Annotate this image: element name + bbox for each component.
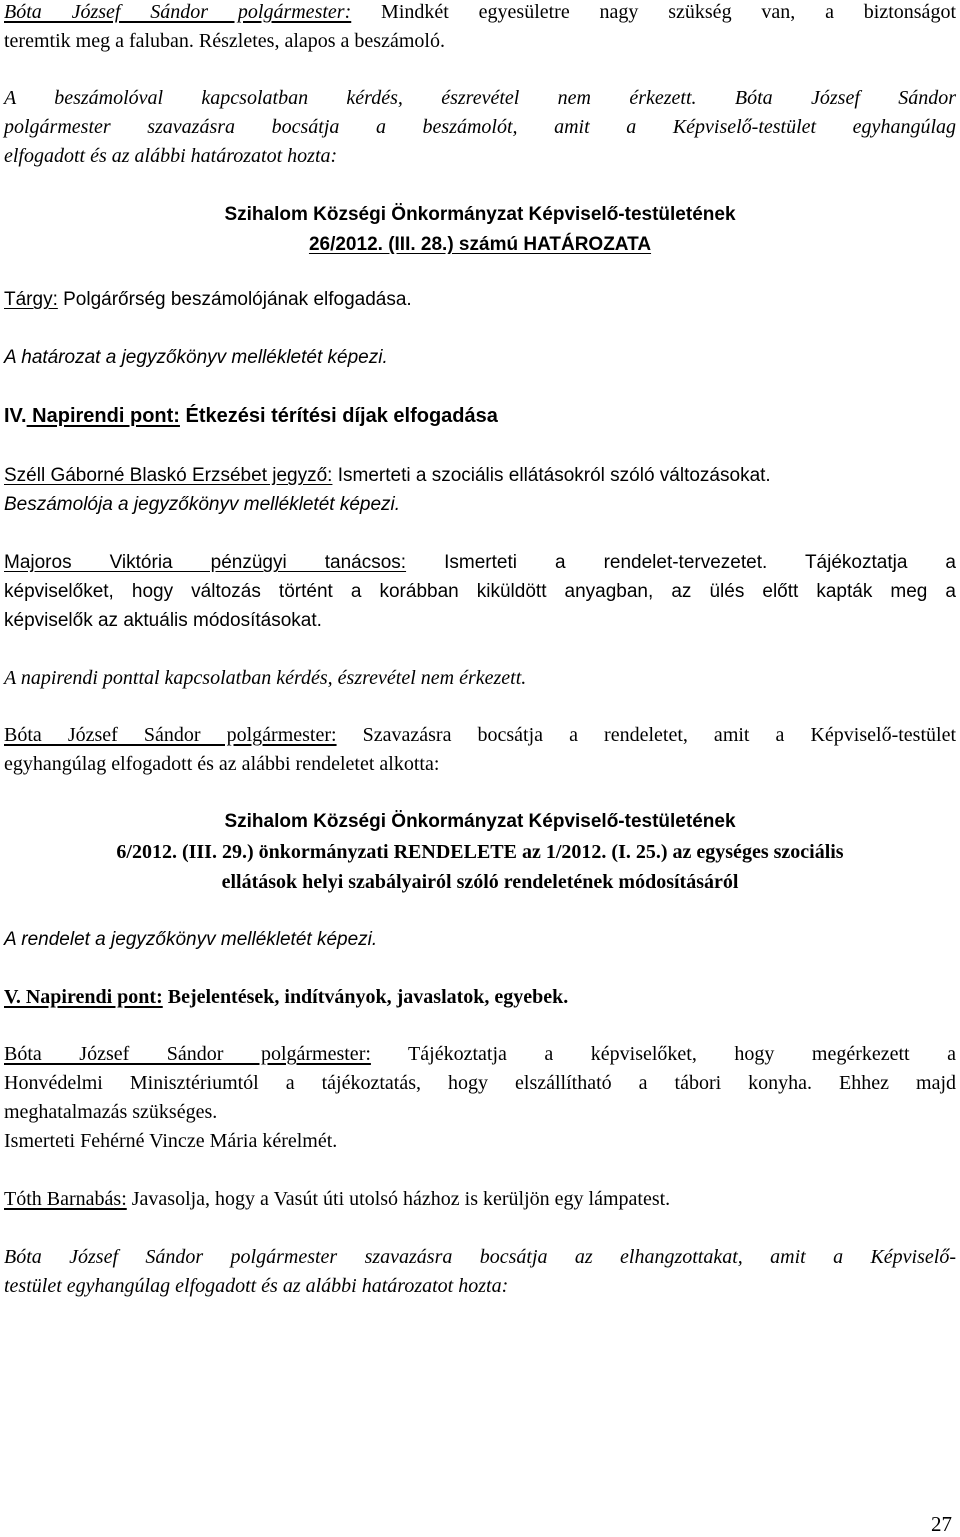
note-text: A határozat a jegyzőkönyv mellékletét képezi. [4,347,388,368]
resolution-number: 26/2012. (III. 28.) számú HATÁROZATA [308,234,652,255]
speaker-name: Bóta József Sándor polgármester: [4,724,337,746]
paragraph-mayor-vote [4,721,956,779]
decree-heading [0,807,960,897]
decree-title: Szihalom Községi Önkormányzat Képviselő-testületének [224,811,736,832]
agenda-item-4 [4,402,956,431]
paragraph-text: Bóta József Sándor polgármester szavazásra bocsátja az elhangzottakat, amit a Képviselő- [4,1246,956,1268]
page-number: 27 [931,1512,952,1536]
paragraph-text: elfogadott és az alábbi határozatot hozta: [4,145,338,167]
note-text: A rendelet a jegyzőkönyv mellékletét képezi. [4,929,378,950]
paragraph-text: teremtik meg a faluban. Részletes, alapos a beszámoló. [4,30,445,52]
paragraph-text: Honvédelmi Minisztériumtól a tájékoztatás, hogy elszállítható a tábori konyha. Ehhez majd [4,1072,956,1094]
paragraph-text: Tájékoztatja a képviselőket, hogy megérkezett a [370,1043,956,1065]
paragraph-text: A napirendi ponttal kapcsolatban kérdés, észrevétel nem érkezett. [4,667,527,689]
paragraph-text: meghatalmazás szükséges. [4,1101,218,1123]
paragraph-mayor-info [4,1040,956,1156]
resolution-heading [0,200,960,260]
paragraph-text: testület egyhangúlag elfogadott és az alábbi határozatot hozta: [4,1275,509,1297]
agenda-label: V. Napirendi pont: [4,986,163,1008]
paragraph-mayor-final-vote [4,1243,956,1301]
paragraph-no-questions [4,664,956,693]
speaker-name: Széll Gáborné Blaskó Erzsébet jegyző: [4,465,333,486]
speaker-name: Bóta József Sándor polgármester: [4,1043,371,1065]
resolution-title: Szihalom Községi Önkormányzat Képviselő-testületének [224,204,736,225]
agenda-number: IV. [4,405,27,427]
paragraph-text: egyhangúlag elfogadott és az alábbi rendeletet alkotta: [4,753,440,775]
speaker-name: Tóth Barnabás: [4,1188,127,1210]
paragraph-mayor-statement [4,0,956,56]
decree-line: 6/2012. (III. 29.) önkormányzati RENDELETE az 1/2012. (I. 25.) az egységes szociális [116,841,844,863]
resolution-subject [4,285,956,314]
agenda-title: Étkezési térítési díjak elfogadása [179,405,498,427]
paragraph-text: A beszámolóval kapcsolatban kérdés, észrevétel nem érkezett. [4,87,697,109]
paragraph-text: Ismerteti a rendelet-tervezetet. Tájékoztatja a [406,552,956,573]
paragraph-text: Mindkét egyesületre nagy szükség van, a biztonságot [351,1,956,23]
paragraph-text: képviselőket, hogy változás történt a korábban kiküldött anyagban, az ülés előtt kapták meg a [4,581,956,602]
speaker-name: Bóta József Sándor polgármester: [4,1,352,23]
decree-line: ellátások helyi szabályairól szóló rendeletének módosításáról [221,871,739,893]
decree-note [4,925,956,954]
agenda-label: Napirendi pont: [26,405,180,427]
subject-label: Tárgy: [4,289,58,310]
paragraph-text: képviselők az aktuális módosításokat. [4,610,322,631]
speaker-name: Majoros Viktória pénzügyi tanácsos: [4,552,407,573]
subject-text: Polgárőrség beszámolójának elfogadása. [57,289,412,310]
paragraph-finance-advisor [4,548,956,635]
paragraph-text: Ismerteti a szociális ellátásokról szóló változásokat. [332,465,771,486]
agenda-item-5 [4,983,956,1012]
resolution-note [4,343,956,372]
paragraph-vote-report [4,84,956,171]
paragraph-text: Szavazásra bocsátja a rendeletet, amit a Képviselő-testület [336,724,957,746]
paragraph-notary [4,461,956,519]
paragraph-text: Javasolja, hogy a Vasút úti utolsó házhoz is kerüljön egy lámpatest. [126,1188,671,1210]
agenda-title: Bejelentések, indítványok, javaslatok, egyebek. [162,986,569,1008]
paragraph-toth [4,1185,956,1214]
paragraph-text: Beszámolója a jegyzőkönyv mellékletét képezi. [4,494,401,515]
paragraph-text: polgármester szavazásra bocsátja a beszámolót, amit a Képviselő-testület egyhangúlag [4,116,956,138]
paragraph-text: Ismerteti Fehérné Vincze Mária kérelmét. [4,1130,338,1152]
paragraph-text: Bóta József Sándor [696,87,957,109]
